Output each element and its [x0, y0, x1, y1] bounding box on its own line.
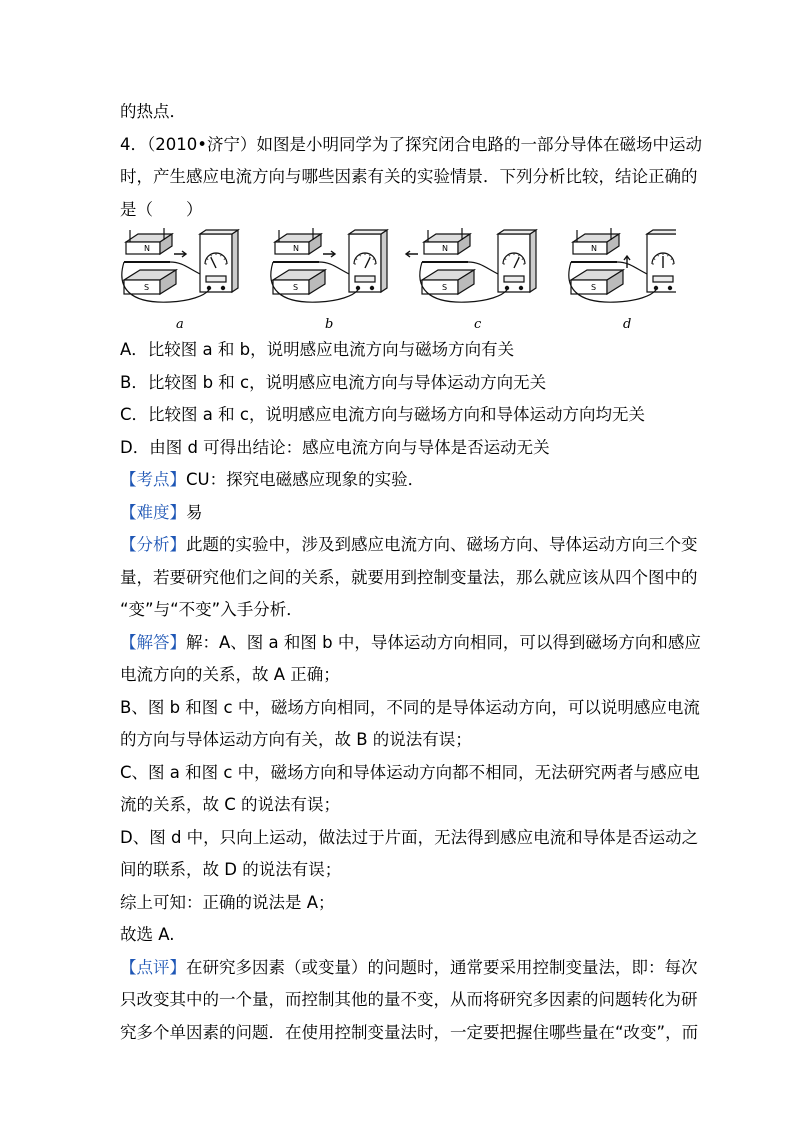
kaodian-tag: 【考点】 — [120, 470, 186, 489]
terminal — [668, 286, 671, 289]
panel-a — [122, 228, 238, 332]
option-b: B．比较图 b 和 c，说明感应电流方向与导体运动方向无关 — [120, 372, 547, 392]
panel-c — [406, 228, 536, 332]
figure-label-b: b — [325, 317, 334, 332]
option-c: C．比较图 a 和 c，说明感应电流方向与磁场方向和导体运动方向均无关 — [120, 405, 645, 424]
jieda-line-9: 综上可知：正确的说法是 A； — [120, 892, 335, 912]
pole-s-label: S — [442, 283, 448, 292]
nandu-tag: 【难度】 — [120, 502, 186, 522]
experiment-figure — [120, 228, 676, 332]
dianping-line-1: 在研究多因素（或变量）的问题时，通常要采用控制变量法，即：每次 — [186, 957, 698, 977]
terminal — [207, 286, 210, 289]
jieda-line-1: 解：A、图 a 和图 b 中，导体运动方向相同，可以得到磁场方向和感应 — [186, 632, 701, 652]
terminal — [221, 286, 224, 289]
figure-label-c: c — [474, 317, 482, 332]
document-content — [120, 96, 702, 1049]
jieda-line-3: B、图 b 和图 c 中，磁场方向相同，不同的是导体运动方向，可以说明感应电流 — [120, 697, 700, 717]
figure-label-d: d — [623, 317, 632, 332]
fenxi-section — [120, 529, 698, 627]
jieda-line-4: 的方向与导体运动方向有关，故 B 的说法有误； — [120, 730, 472, 749]
jieda-tag: 【解答】 — [120, 632, 186, 652]
jieda-section — [120, 627, 701, 952]
pole-n-label: N — [293, 244, 299, 253]
jieda-line-10: 故选 A. — [120, 925, 175, 944]
terminal — [654, 286, 657, 289]
terminal — [505, 286, 508, 289]
nandu-text: 易 — [186, 502, 203, 522]
fenxi-line-1: 此题的实验中，涉及到感应电流方向、磁场方向、导体运动方向三个变 — [186, 535, 698, 554]
question-line-3: 是（ ） — [120, 199, 203, 219]
galvanometer — [647, 234, 676, 292]
pole-s-label: S — [144, 283, 150, 292]
fenxi-line-3: “变”与“不变”入手分析． — [120, 600, 303, 619]
dianping-section — [120, 952, 699, 1050]
pole-s-label: S — [293, 283, 299, 292]
dianping-line-2: 只改变其中的一个量，而控制其他的量不变，从而将研究多因素的问题转化为研 — [120, 990, 698, 1009]
jieda-line-5: C、图 a 和图 c 中，磁场方向和导体运动方向都不相同，无法研究两者与感应电 — [120, 762, 700, 782]
fenxi-line-2: 量，若要研究他们之间的关系，就要用到控制变量法，那么就应该从四个图中的 — [120, 567, 698, 587]
motion-arrow — [624, 256, 630, 268]
jieda-line-6: 流的关系，故 C 的说法有误； — [120, 795, 341, 814]
pole-n-label: N — [144, 244, 150, 253]
magnet-bottom-front — [124, 280, 160, 294]
kaodian-row — [120, 464, 676, 497]
magnet-bottom-front — [571, 280, 607, 294]
motion-arrow — [323, 251, 335, 257]
terminal — [356, 286, 359, 289]
magnet-top-front — [126, 242, 160, 254]
dianping-tag: 【点评】 — [120, 957, 186, 977]
pole-s-label: S — [591, 283, 597, 292]
magnet-top-front — [573, 242, 607, 254]
kaodian-text: CU：探究电磁感应现象的实验． — [186, 470, 425, 489]
magnet-bottom-front — [273, 280, 309, 294]
pole-n-label: N — [591, 244, 597, 253]
magnet-top-front — [424, 242, 458, 254]
pole-n-label: N — [442, 244, 448, 253]
motion-arrow — [174, 251, 186, 257]
panel-d — [569, 228, 676, 332]
motion-arrow — [406, 251, 418, 257]
jieda-line-2: 电流方向的关系，故 A 正确； — [120, 665, 340, 684]
figure-label-a: a — [176, 317, 184, 332]
jieda-line-8: 间的联系，故 D 的说法有误； — [120, 860, 342, 879]
experiment-figure-svg — [120, 228, 676, 332]
intro-tail: 的热点． — [120, 102, 186, 121]
fenxi-tag: 【分析】 — [120, 535, 186, 554]
option-a: A．比较图 a 和 b，说明感应电流方向与磁场方向有关 — [120, 340, 515, 359]
terminal — [370, 286, 373, 289]
dianping-line-3: 究多个单因素的问题．在使用控制变量法时，一定要把握住哪些量在“改变”，而 — [120, 1022, 699, 1042]
option-d: D．由图 d 可得出结论：感应电流方向与导体是否运动无关 — [120, 437, 550, 457]
jieda-line-7: D、图 d 中，只向上运动，做法过于片面，无法得到感应电流和导体是否运动之 — [120, 827, 699, 847]
panel-b — [271, 228, 387, 332]
nandu-row — [120, 497, 676, 530]
magnet-top-front — [275, 242, 309, 254]
question-line-1: 4．（2010•济宁）如图是小明同学为了探究闭合电路的一部分导体在磁场中运动 — [120, 134, 702, 154]
terminal — [519, 286, 522, 289]
question-line-2: 时，产生感应电流方向与哪些因素有关的实验情景．下列分析比较，结论正确的 — [120, 167, 698, 186]
magnet-bottom-front — [422, 280, 458, 294]
